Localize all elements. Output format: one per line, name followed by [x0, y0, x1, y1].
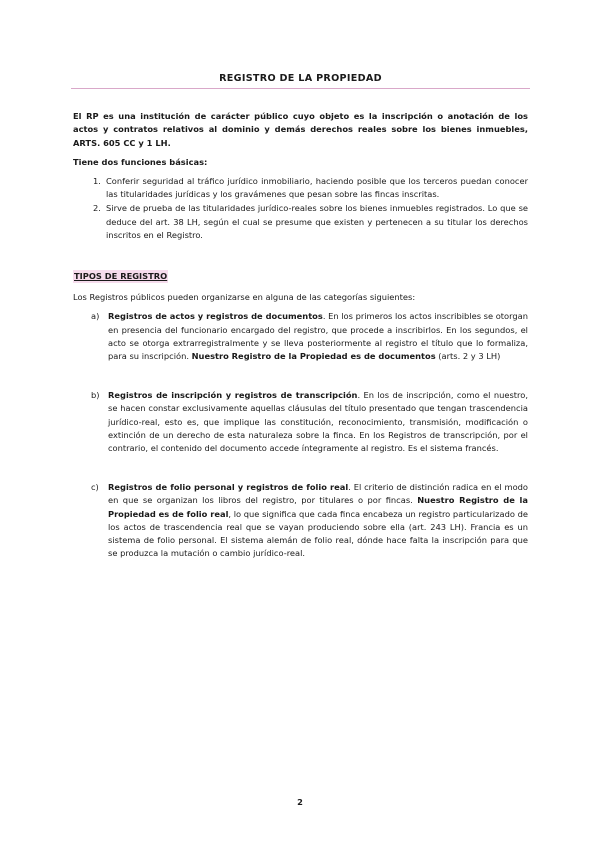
type-heading: Registros de folio personal y registros de folio real [108, 482, 349, 493]
list-marker: 1. [93, 176, 101, 187]
page-content [73, 72, 528, 560]
type-body-continued: , lo que significa que cada finca encabeza un registro particularizado de los actos de trascendencia real que se vayan produciendo sobre ella (art. 243 LH). Francia es un sistema de folio personal. El sistema alemán de folio real, dónde hace falta la inscripción para que se produzca la mutación o cambio jurídico-real. [108, 508, 528, 559]
list-marker: b) [91, 390, 100, 401]
functions-heading: Tiene dos funciones básicas: [73, 156, 208, 167]
list-marker: a) [91, 311, 100, 322]
type-highlight: Nuestro Registro de la Propiedad es de folio real [108, 495, 528, 519]
types-list [73, 310, 528, 560]
list-item [73, 481, 528, 560]
section-intro: Los Registros públicos pueden organizarse en alguna de las categorías siguientes: [73, 292, 416, 303]
type-body: . El criterio de distinción radica en el modo en que se organizan los libros del registro, por titulares o por fincas. [108, 482, 528, 506]
type-heading: Registros de actos y registros de documentos [108, 311, 323, 322]
list-item [73, 310, 528, 363]
type-body-continued: (arts. 2 y 3 LH) [435, 351, 501, 362]
page-title: REGISTRO DE LA PROPIEDAD [71, 72, 530, 89]
functions-list [73, 175, 528, 242]
section-heading: TIPOS DE REGISTRO [73, 270, 168, 283]
list-item [73, 202, 528, 242]
list-marker: 2. [93, 203, 101, 214]
list-item [73, 175, 528, 201]
list-item-text: Conferir seguridad al tráfico jurídico inmobiliario, haciendo posible que los terceros puedan conocer las titularidades jurídicas y los gravámenes que pesan sobre las fincas inscritas. [106, 176, 528, 200]
intro-paragraph: El RP es una institución de carácter público cuyo objeto es la inscripción o anotación de los actos y contratos relativos al dominio y demás derechos reales sobre los bienes inmuebles, ARTS. 605 CC y 1 LH. [73, 111, 528, 148]
list-marker: c) [91, 482, 99, 493]
list-item [73, 389, 528, 455]
type-body: . En los primeros los actos inscribibles se otorgan en presencia del funcionario encargado del registro, que procede a inscribirlos. En los segundos, el acto se otorga extrarregistralmente y se lleva posteriormente al registro el título que lo formaliza, para su inscripción. [108, 311, 528, 362]
list-item-text: Sirve de prueba de las titularidades jurídico-reales sobre los bienes inmuebles registrados. Lo que se deduce del art. 38 LH, según el cual se presume que existen y pertenecen a su titular los derechos inscritos en el Registro. [106, 203, 528, 240]
page-number: 2 [297, 797, 303, 807]
type-heading: Registros de inscripción y registros de transcripción [108, 390, 358, 401]
type-highlight: Nuestro Registro de la Propiedad es de documentos [191, 351, 436, 362]
type-body: . En los de inscripción, como el nuestro, se hacen constar exclusivamente aquellas cláusulas del título presentado que tengan trascendencia jurídico-real, esto es, que implique las constitución, reconocimiento, transmisión, modificación o extinción de un derecho de esta naturaleza sobre la finca. En los Registros de transcripción, por el contrario, el contenido del documento accede íntegramente al registro. Es el sistema francés. [108, 390, 528, 454]
